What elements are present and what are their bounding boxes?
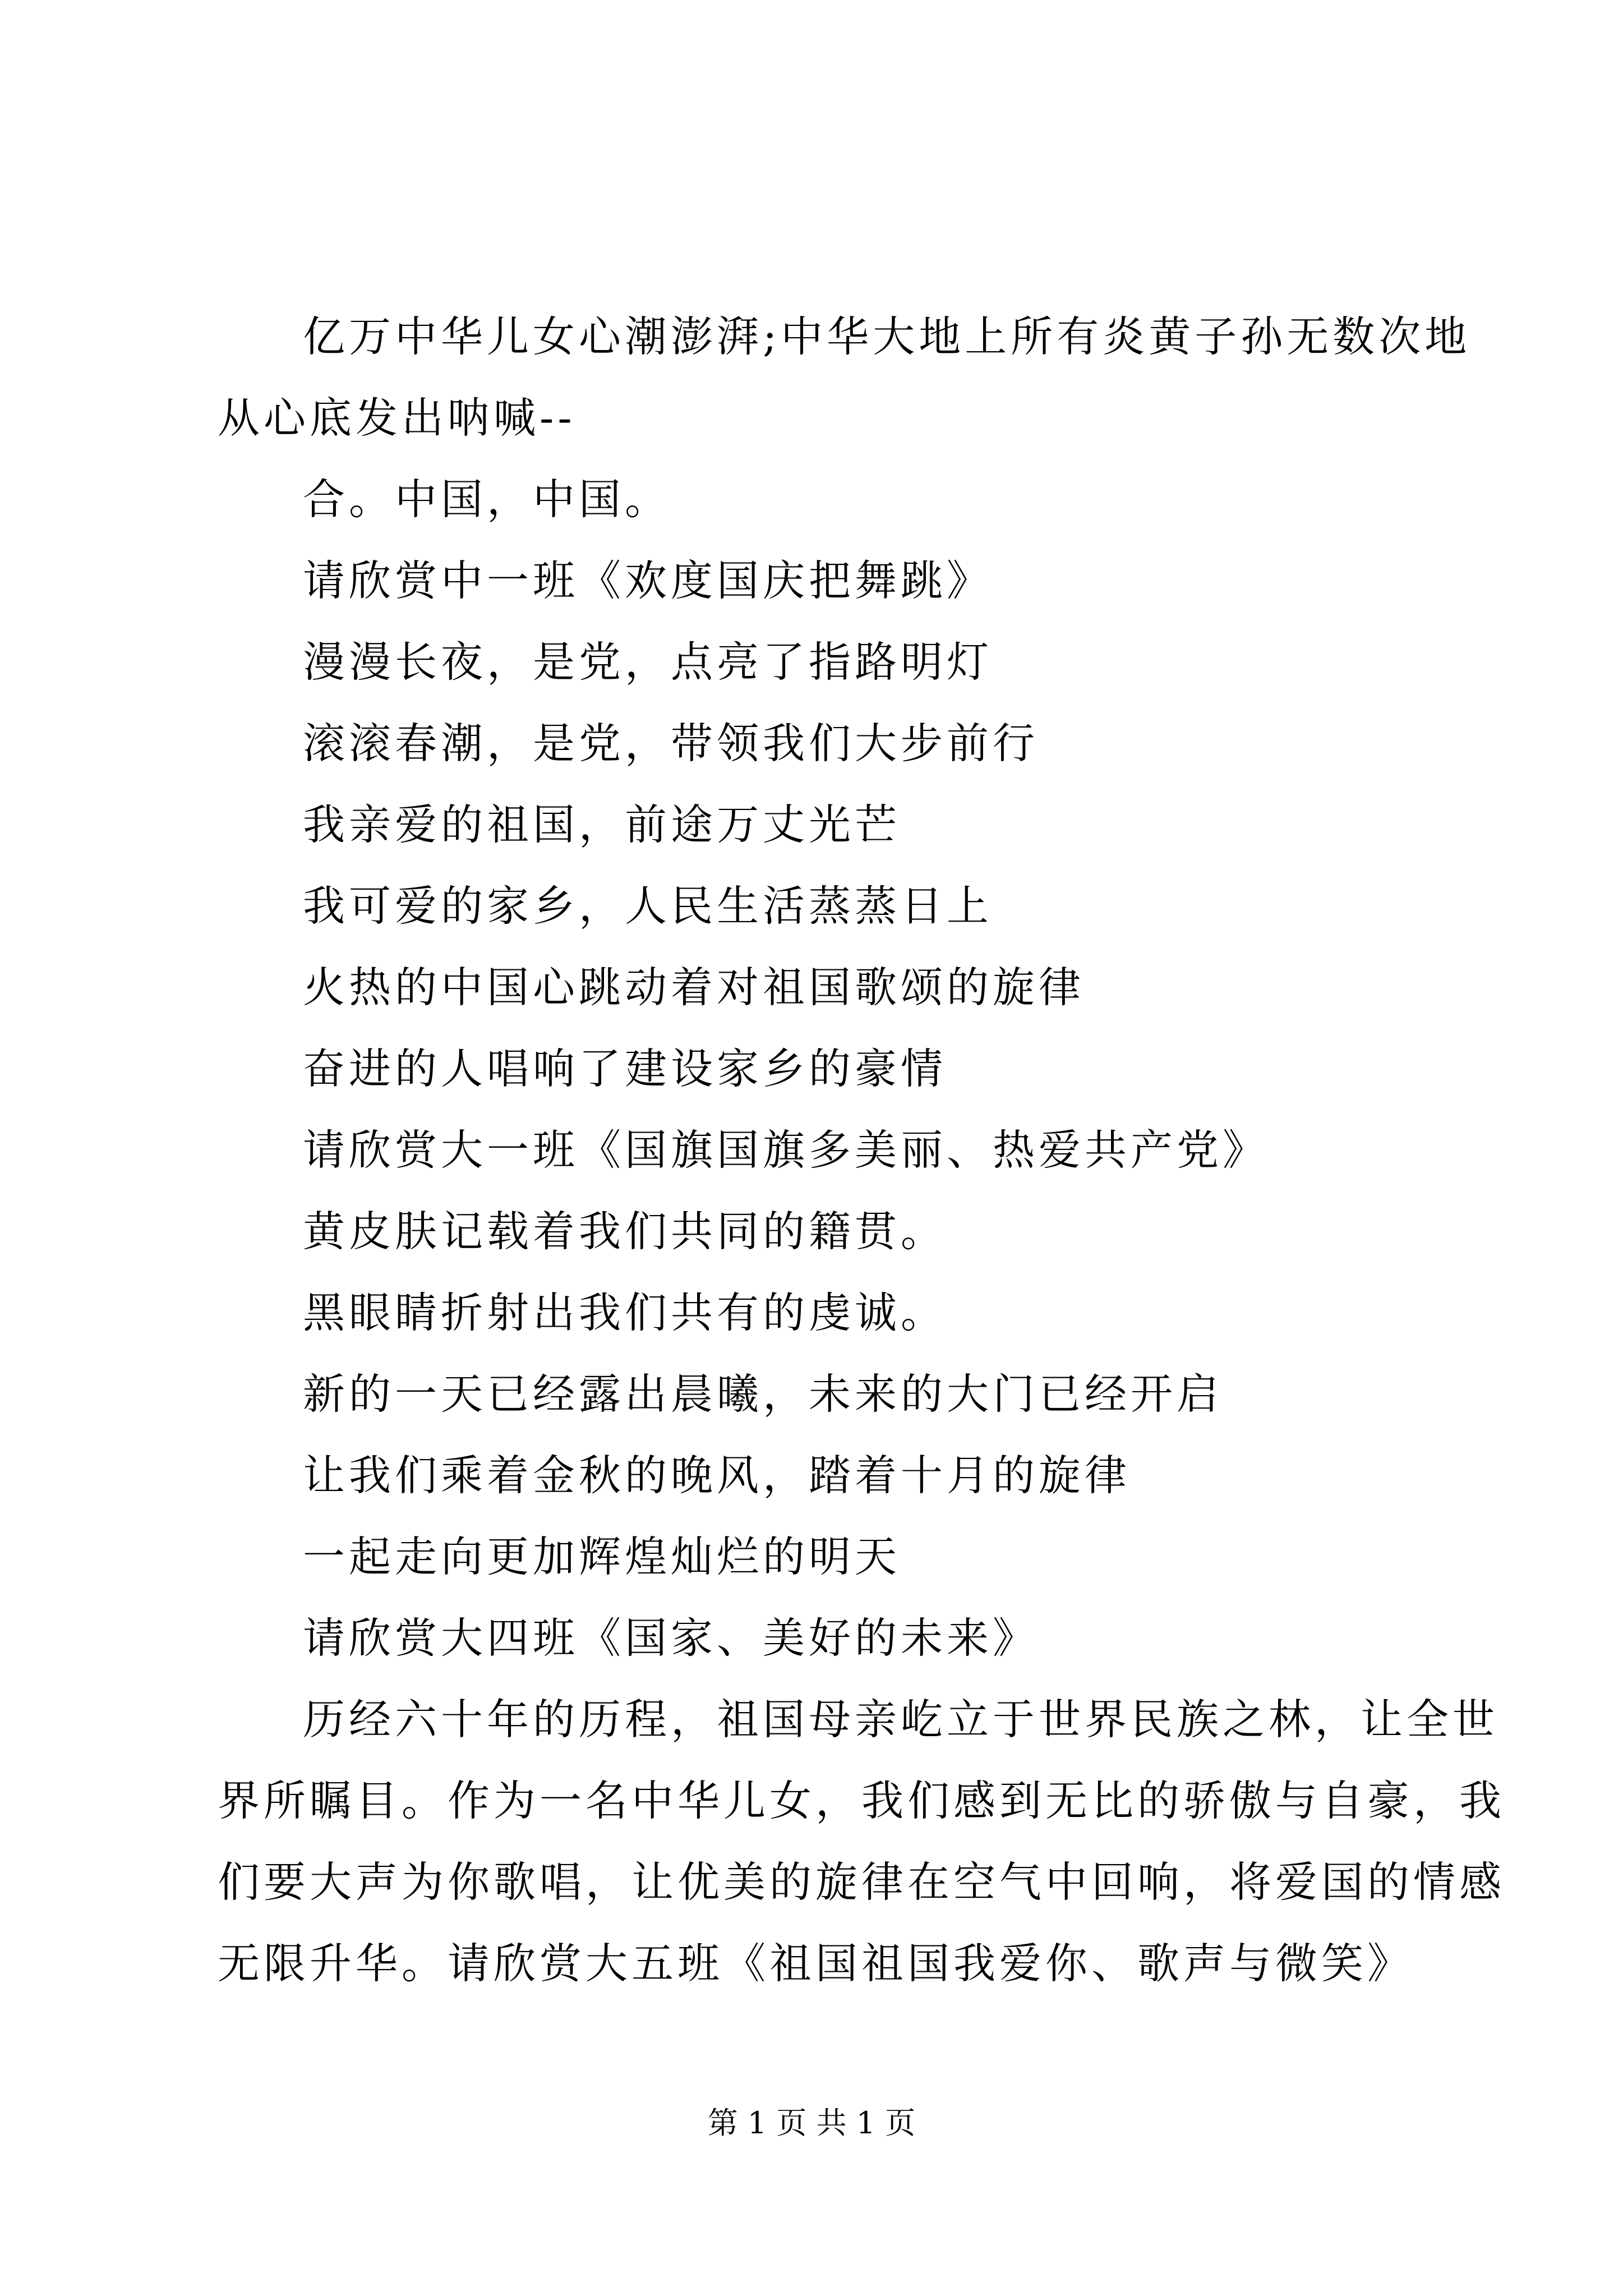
text-line: 界所瞩目。作为一名中华儿女，我们感到无比的骄傲与自豪，我 — [218, 1776, 1506, 1825]
text-line: 黄皮肤记载着我们共同的籍贯。 — [303, 1207, 947, 1256]
text-line: 黑眼睛折射出我们共有的虔诚。 — [303, 1288, 947, 1337]
text-line: 新的一天已经露出晨曦，未来的大门已经开启 — [303, 1369, 1223, 1419]
document-body — [218, 296, 1506, 2004]
text-line: 历经六十年的历程，祖国母亲屹立于世界民族之林，让全世 — [303, 1695, 1499, 1744]
program-announcement: 请欣赏大一班《国旗国旗多美丽、热爱共产党》 — [303, 1125, 1269, 1175]
text-line: 无限升华。请欣赏大五班《祖国祖国我爱你、歌声与微笑》 — [218, 1939, 1414, 1988]
text-line: 火热的中国心跳动着对祖国歌颂的旋律 — [303, 963, 1085, 1012]
page-footer: 第 1 页 共 1 页 — [707, 2105, 916, 2141]
text-line: 滚滚春潮，是党，带领我们大步前行 — [303, 719, 1039, 768]
text-line: 一起走向更加辉煌灿烂的明天 — [303, 1532, 901, 1581]
text-line: 漫漫长夜，是党，点亮了指路明灯 — [303, 637, 993, 687]
text-line: 亿万中华儿女心潮澎湃;中华大地上所有炎黄子孙无数次地 — [303, 312, 1471, 361]
text-line: 们要大声为你歌唱，让优美的旋律在空气中回响，将爱国的情感 — [218, 1857, 1506, 1907]
text-line: 奋进的人唱响了建设家乡的豪情 — [303, 1044, 947, 1093]
text-line: 从心底发出呐喊-- — [218, 393, 576, 443]
text-line: 合。中国，中国。 — [303, 475, 671, 524]
text-line: 让我们乘着金秋的晚风，踏着十月的旋律 — [303, 1451, 1131, 1500]
text-line: 我亲爱的祖国，前途万丈光芒 — [303, 800, 901, 849]
program-announcement: 请欣赏大四班《国家、美好的未来》 — [303, 1613, 1039, 1663]
text-line: 我可爱的家乡，人民生活蒸蒸日上 — [303, 881, 993, 931]
program-announcement: 请欣赏中一班《欢度国庆把舞跳》 — [303, 556, 993, 605]
